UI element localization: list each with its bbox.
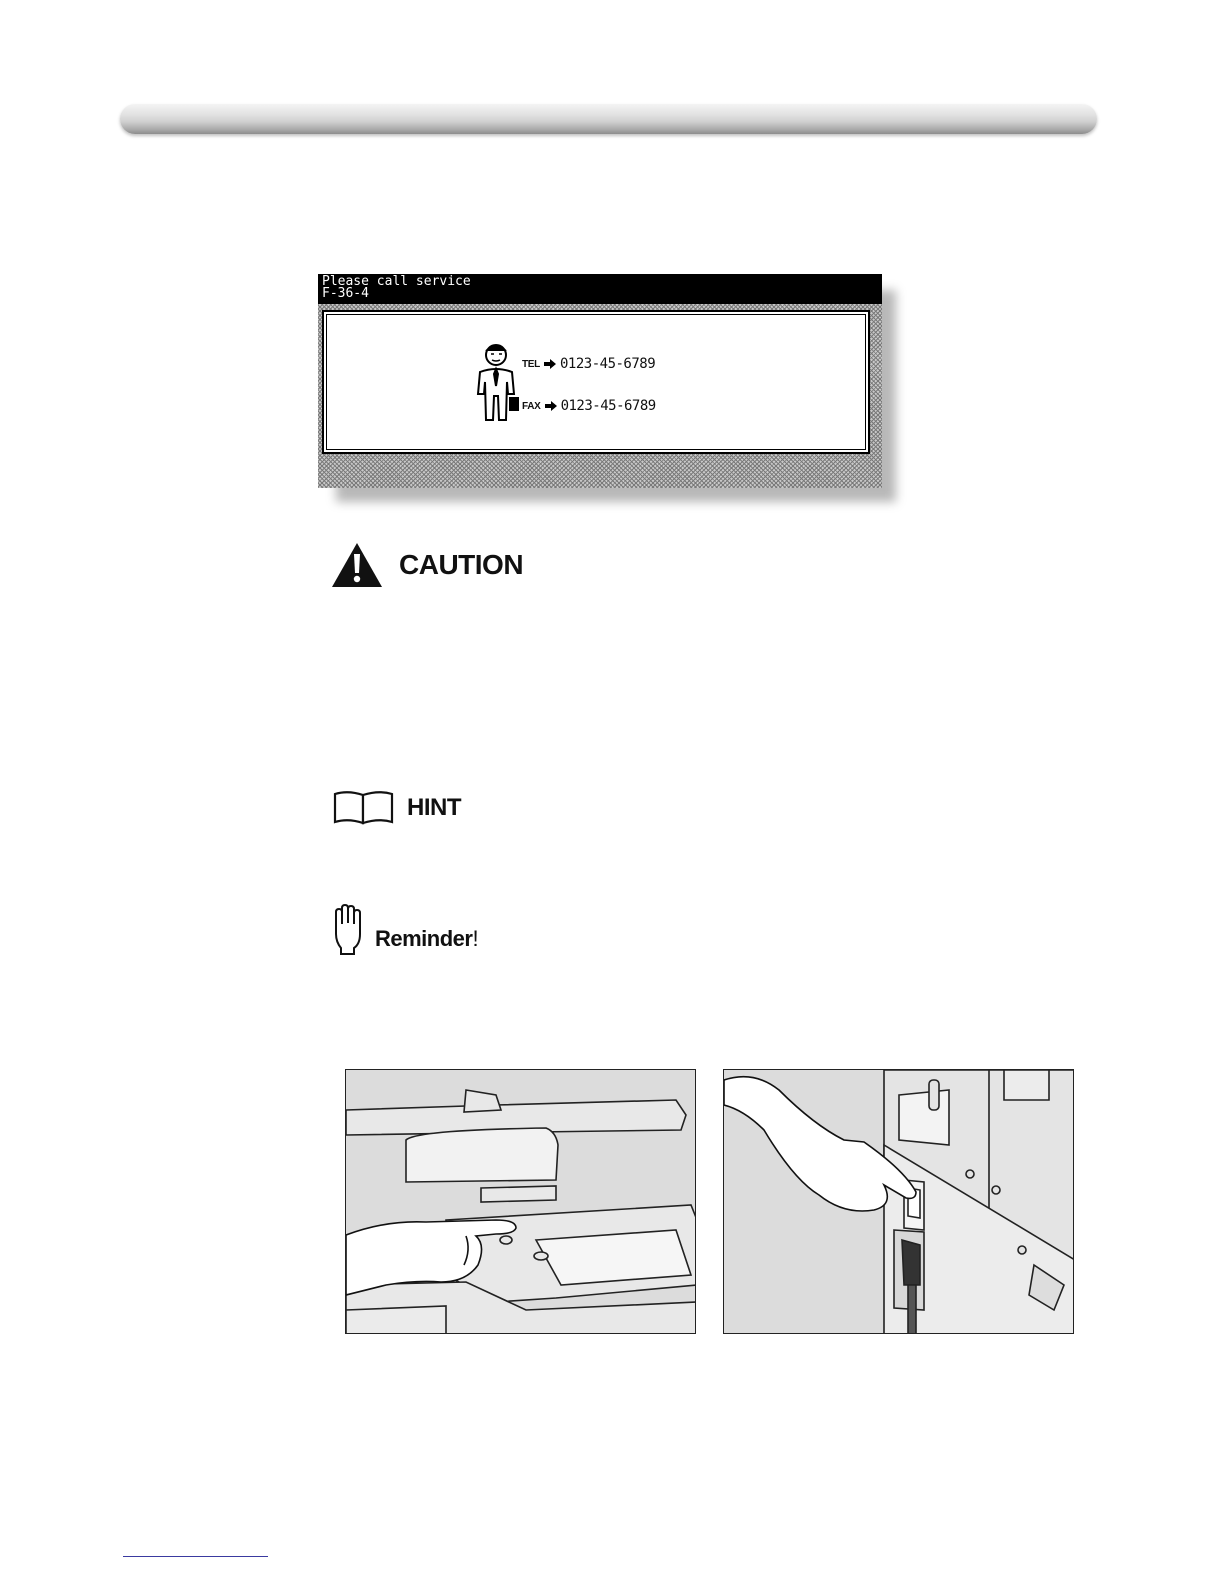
right-arrow-icon [545, 401, 557, 411]
footer-rule [123, 1556, 268, 1557]
hint-label: HINT [407, 794, 461, 821]
panel-title-line2: F-36-4 [322, 286, 369, 301]
caution-label: CAUTION [399, 549, 524, 580]
service-info-box [322, 310, 870, 454]
reminder-label: Reminder [375, 926, 473, 951]
reminder-label-group [375, 926, 479, 952]
reminder-exclamation: ! [472, 926, 479, 951]
section-header-bar [120, 104, 1097, 134]
tel-number: 0123-45-6789 [560, 356, 656, 372]
raised-hand-icon [331, 904, 367, 956]
fax-number: 0123-45-6789 [560, 398, 656, 414]
illustration-power-switch-press [723, 1069, 1074, 1334]
fax-label: FAX [522, 400, 541, 412]
control-panel-screen [318, 274, 882, 488]
copier-panel-drawing [346, 1070, 696, 1334]
panel-message [322, 276, 471, 300]
tel-label: TEL [522, 358, 540, 370]
hint-heading [332, 790, 461, 826]
tel-row [522, 356, 655, 372]
copier-switch-drawing [724, 1070, 1074, 1334]
reminder-heading [331, 904, 479, 956]
panel-hatched-area [318, 304, 882, 488]
illustration-control-panel-press [345, 1069, 696, 1334]
caution-heading [331, 542, 523, 588]
right-arrow-icon [544, 359, 556, 369]
panel-title-line1: Please call service [322, 274, 471, 289]
open-book-icon [332, 790, 395, 826]
warning-triangle-icon [331, 542, 383, 588]
service-person-icon [472, 342, 522, 422]
fax-row [522, 398, 656, 414]
